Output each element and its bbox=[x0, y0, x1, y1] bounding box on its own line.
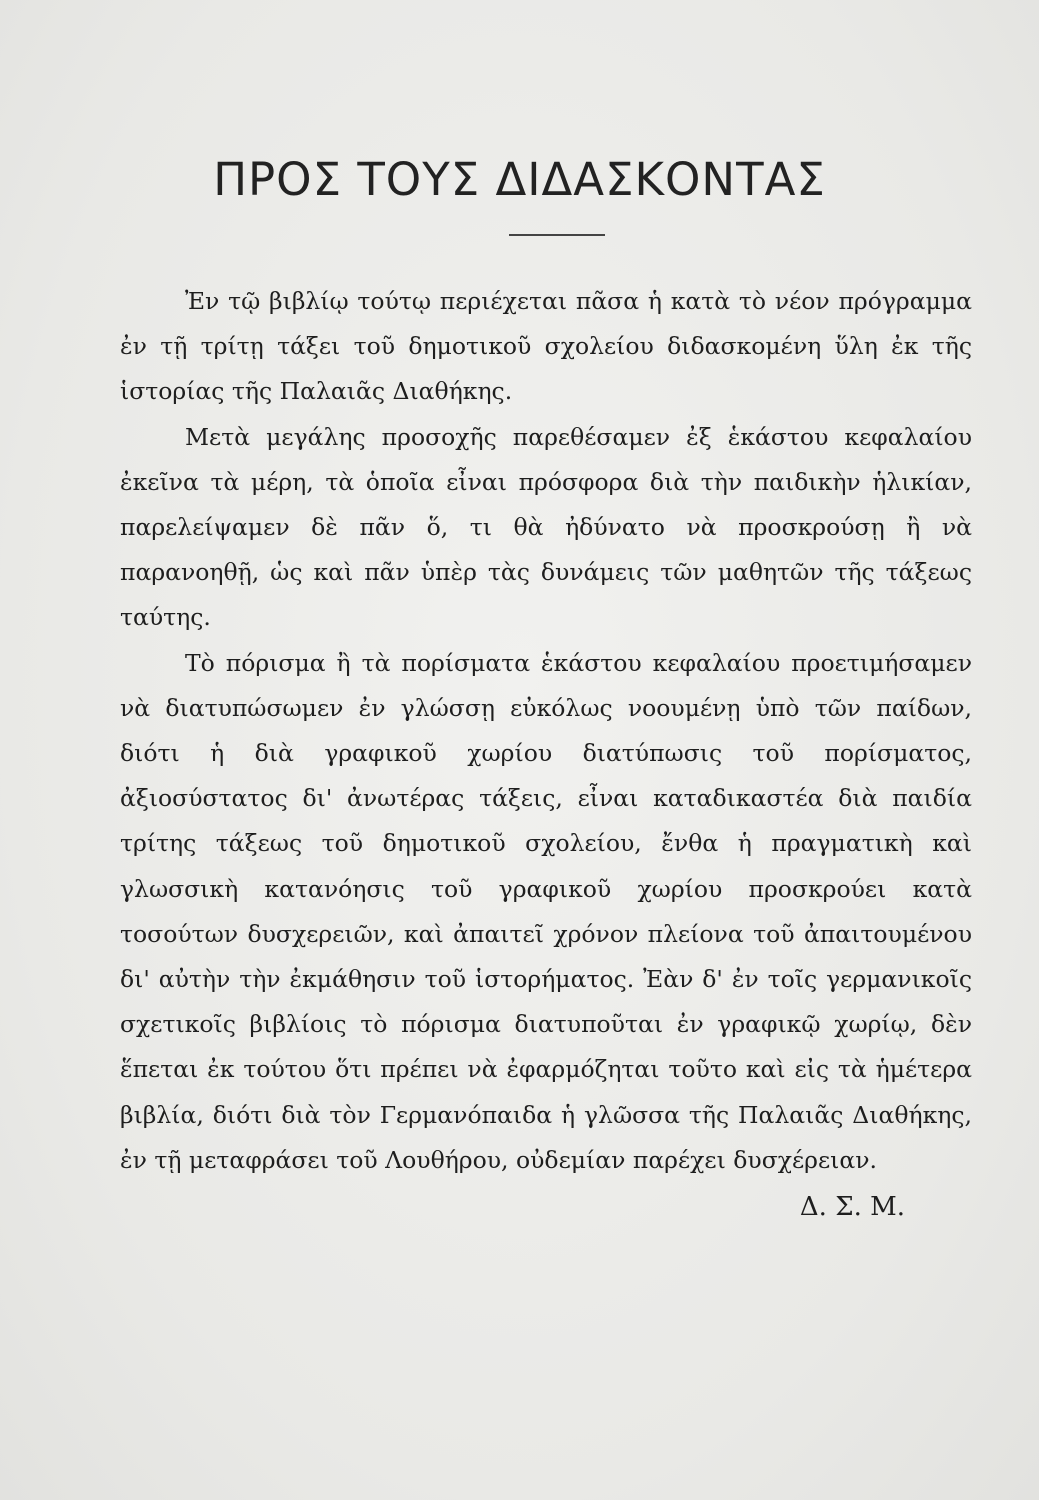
paragraph-3: Τὸ πόρισμα ἢ τὰ πορίσματα ἑκάστου κεφαλαίου προετιμήσαμεν νὰ διατυπώσωμεν ἐν γλώσσῃ εὐκόλως νοουμένῃ ὑπὸ τῶν παίδων, διότι ἡ διὰ γραφικοῦ χωρίου διατύπωσις τοῦ πορίσματος, ἀξιοσύστατος δι' ἀνωτέρας τάξεις, εἶναι καταδικαστέα διὰ παιδία τρίτης τάξεως τοῦ δημοτικοῦ σχολείου, ἔνθα ἡ πραγματικὴ καὶ γλωσσικὴ κατανόησις τοῦ γραφικοῦ χωρίου προσκρούει κατὰ τοσούτων δυσχερειῶν, καὶ ἀπαιτεῖ χρόνον πλείονα τοῦ ἀπαιτουμένου δι' αὐτὴν τὴν ἐκμάθησιν τοῦ ἱστορήματος. Ἐὰν δ' ἐν τοῖς γερμανικοῖς σχετικοῖς βιβλίοις τὸ πόρισμα διατυποῦται ἐν γραφικῷ χωρίῳ, δὲν ἕπεται ἐκ τούτου ὅτι πρέπει νὰ ἐφαρμόζηται τοῦτο καὶ εἰς τὰ ἡμέτερα βιβλία, διότι διὰ τὸν Γερμανόπαιδα ἡ γλῶσσα τῆς Παλαιᾶς Διαθήκης, ἐν τῇ μεταφράσει τοῦ Λουθήρου, οὐδεμίαν παρέχει δυσχέρειαν. bbox=[120, 648, 972, 1174]
preface-body bbox=[120, 279, 972, 1183]
author-initials: Δ. Σ. Μ. bbox=[799, 1192, 905, 1222]
paragraph-1: Ἐν τῷ βιβλίῳ τούτῳ περιέχεται πᾶσα ἡ κατὰ τὸ νέον πρόγραμμα ἐν τῇ τρίτῃ τάξει τοῦ δημοτικοῦ σχολείου διδασκομένη ὕλη ἐκ τῆς ἱστορίας τῆς Παλαιᾶς Διαθήκης. bbox=[120, 287, 972, 406]
title-divider bbox=[509, 234, 605, 236]
page-title: ΠΡΟΣ ΤΟΥΣ ΔΙΔΑΣΚΟΝΤΑΣ bbox=[213, 153, 826, 206]
paragraph-2: Μετὰ μεγάλης προσοχῆς παρεθέσαμεν ἐξ ἑκάστου κεφαλαίου ἐκεῖνα τὰ μέρη, τὰ ὁποῖα εἶναι πρόσφορα διὰ τὴν παιδικὴν ἡλικίαν, παρελείψαμεν δὲ πᾶν ὅ, τι θὰ ἠδύνατο νὰ προσκρούσῃ ἢ νὰ παρανοηθῇ, ὡς καὶ πᾶν ὑπὲρ τὰς δυνάμεις τῶν μαθητῶν τῆς τάξεως ταύτης. bbox=[120, 422, 972, 632]
